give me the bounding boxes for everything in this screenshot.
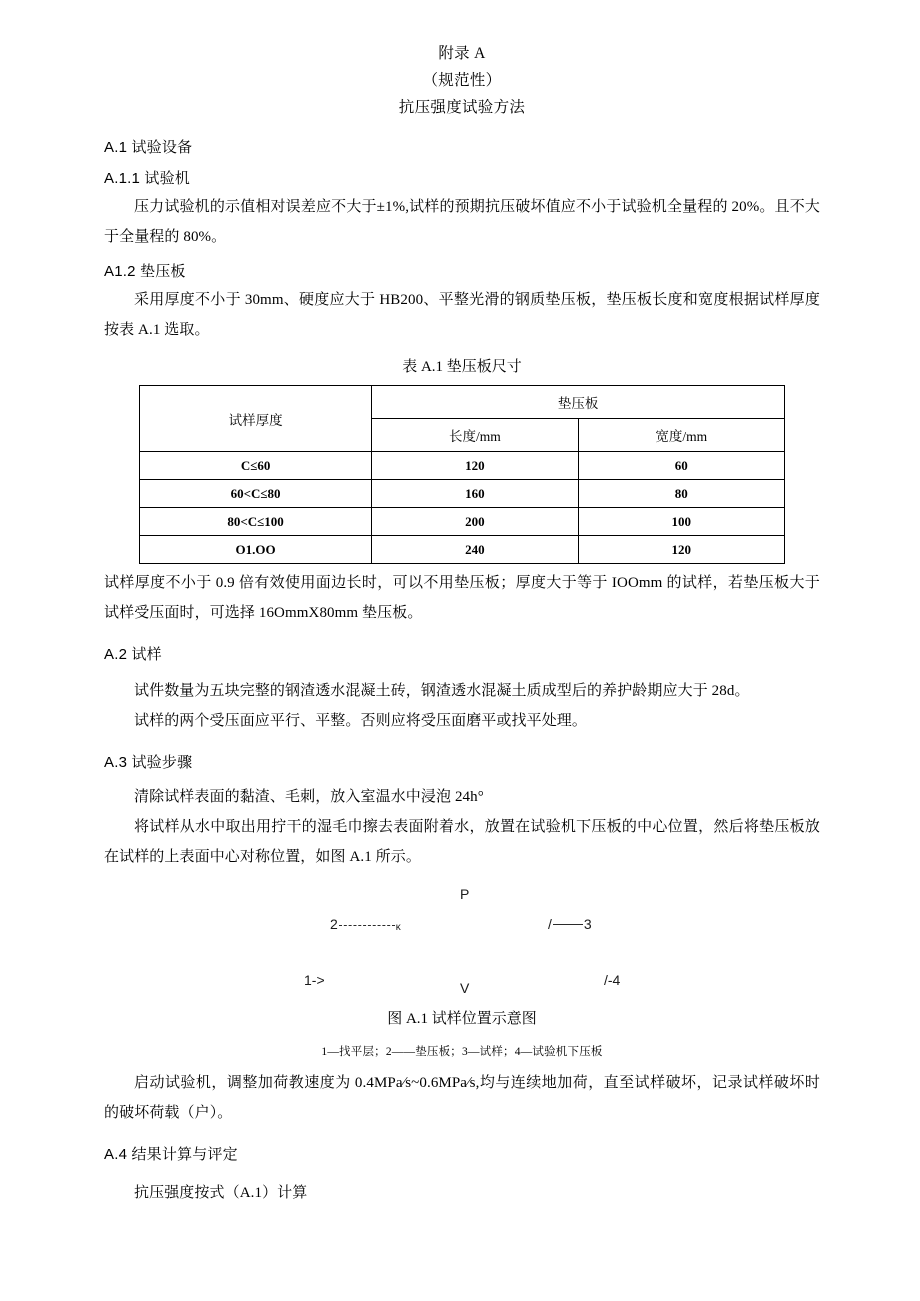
figure-callout-3-number: 3	[583, 916, 592, 932]
figure-callout-1: 1->	[304, 972, 325, 988]
paragraph-step-soak: 清除试样表面的黏渣、毛刺，放入室温水中浸泡 24h°	[134, 789, 484, 805]
cell-length: 240	[372, 536, 578, 564]
appendix-subject: 抗压强度试验方法	[398, 99, 526, 116]
appendix-title-block	[104, 0, 820, 121]
platen-size-table	[139, 385, 785, 564]
clause-a2-heading: A.2 试样	[104, 646, 162, 663]
table-header-row-1	[140, 386, 785, 419]
figure-leader-solid-icon	[553, 924, 583, 925]
header-specimen-thickness: 试样厚度	[140, 386, 372, 452]
cell-thickness: 60<C≤80	[140, 480, 372, 508]
clause-a4-heading: A.4 结果计算与评定	[104, 1146, 238, 1163]
header-platen-width: 宽度/mm	[578, 419, 784, 452]
table-caption: 表 A.1 垫压板尺寸	[402, 359, 522, 375]
paragraph-testing-machine: 压力试验机的示值相对误差应不大于±1%,试样的预期抗压破坏值应不小于试验机全量程的 20%。且不大于全量程的 80%。	[104, 199, 820, 245]
paragraph-result-formula: 抗压强度按式（A.1）计算	[134, 1185, 308, 1201]
paragraph-specimen-count: 试件数量为五块完整的钢渣透水混凝土砖，钢渣透水混凝土质成型后的养护龄期应大于 28d。	[134, 683, 750, 699]
table-row	[140, 508, 785, 536]
table-row	[140, 480, 785, 508]
figure-callout-4: /-4	[604, 972, 621, 988]
header-platen-length: 长度/mm	[372, 419, 578, 452]
figure-callout-3	[548, 916, 592, 932]
figure-callout-2	[330, 916, 401, 933]
figure-callout-2-number: 2	[330, 916, 338, 932]
figure-load-label-p: P	[460, 886, 470, 902]
header-platen-group: 垫压板	[372, 386, 785, 419]
figure-legend: 1—找平层；2——垫压板；3—试样；4—试验机下压板	[321, 1046, 603, 1058]
paragraph-platen-intro: 采用厚度不小于 30mm、硬度应大于 HB200、平整光滑的钢质垫压板，垫压板长度和宽度根据试样厚度按表 A.1 选取。	[104, 292, 820, 338]
figure-caption: 图 A.1 试样位置示意图	[387, 1011, 537, 1027]
cell-width: 60	[578, 452, 784, 480]
figure-callout-3-tick: /	[548, 916, 552, 932]
page-content	[104, 0, 820, 1208]
clause-a3-heading: A.3 试验步骤	[104, 754, 193, 771]
cell-length: 200	[372, 508, 578, 536]
table-row	[140, 536, 785, 564]
figure-a1-diagram	[104, 884, 820, 1004]
clause-a1-heading: A.1 试验设备	[104, 139, 193, 156]
table-row	[140, 452, 785, 480]
paragraph-specimen-surface: 试样的两个受压面应平行、平整。否则应将受压面磨平或找平处理。	[134, 713, 588, 729]
cell-length: 160	[372, 480, 578, 508]
cell-width: 120	[578, 536, 784, 564]
paragraph-platen-note: 试样厚度不小于 0.9 倍有效使用面边长时，可以不用垫压板；厚度大于等于 IOOmm 的试样，若垫压板大于试样受压面时，可选择 16OmmX80mm 垫压板。	[104, 575, 820, 621]
cell-width: 100	[578, 508, 784, 536]
appendix-normative-tag: （规范性）	[422, 72, 502, 89]
figure-reaction-label-v: V	[460, 980, 470, 996]
table-head	[140, 386, 785, 452]
paragraph-step-load: 启动试验机，调整加荷教速度为 0.4MPa∕s~0.6MPa∕s,均与连续地加荷，直至试样破坏，记录试样破坏时的破坏荷载（户）。	[104, 1075, 820, 1121]
cell-thickness: O1.OO	[140, 536, 372, 564]
clause-a11-heading: A.1.1 试验机	[104, 170, 190, 187]
clause-a12-heading: A1.2 垫压板	[104, 263, 186, 280]
cell-width: 80	[578, 480, 784, 508]
figure-leader-dashed-icon	[339, 925, 395, 926]
figure-callout-2-arrowhead: ĸ	[395, 922, 401, 933]
table-body	[140, 452, 785, 564]
appendix-number: 附录 A	[438, 45, 486, 62]
cell-thickness: C≤60	[140, 452, 372, 480]
cell-length: 120	[372, 452, 578, 480]
cell-thickness: 80<C≤100	[140, 508, 372, 536]
paragraph-step-place: 将试样从水中取出用拧干的湿毛巾擦去表面附着水，放置在试验机下压板的中心位置，然后将垫压板放在试样的上表面中心对称位置，如图 A.1 所示。	[104, 819, 820, 865]
